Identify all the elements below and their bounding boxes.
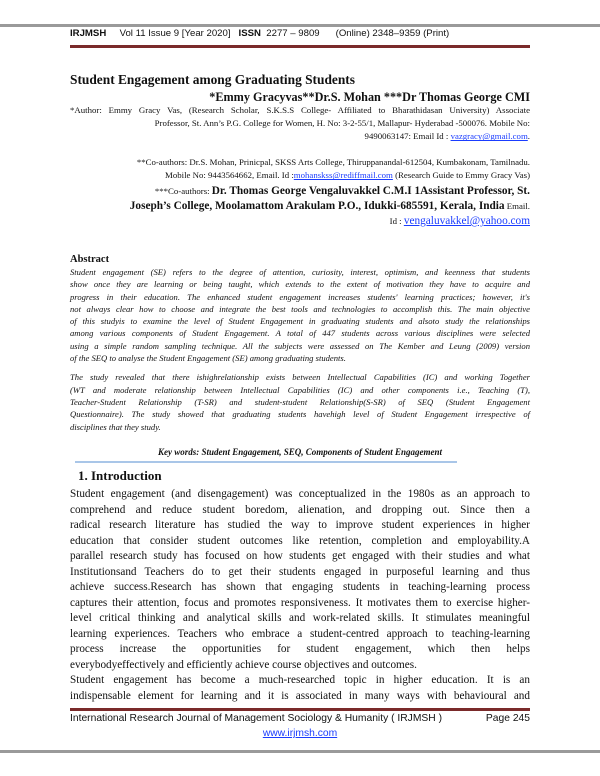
text-line: Student engagement (and disengagement) was conceptualized in the 1980s as an approach to — [70, 488, 530, 500]
authors: *Emmy Gracyvas**Dr.S. Mohan ***Dr Thomas George CMI — [209, 90, 530, 104]
issn-online: 2277 – 9809 — [266, 28, 320, 39]
affil1-phone: 9490063147: Email Id : — [364, 131, 451, 142]
affil3-prefix: ***Co-authors: — [154, 186, 212, 196]
text-line: education that consider student outcomes like retention, completion and employability.A — [70, 534, 530, 547]
footer-rule — [70, 708, 530, 711]
section-divider — [75, 461, 457, 463]
journal-website-link[interactable]: www.irjmsh.com — [262, 728, 338, 739]
abstract-heading: Abstract — [70, 254, 110, 265]
issn-label: ISSN — [238, 28, 261, 39]
text-line: process increase the opportunities for student engagement, which then helps — [70, 643, 530, 655]
punct: . — [527, 131, 530, 142]
page-top-edge — [0, 24, 600, 27]
text-line: Student engagement has become a much-researched topic in higher education. It is an — [70, 674, 530, 686]
header-rule — [70, 45, 530, 48]
text-line: of this studyis to examine the level of Student Engagement in graduating students and alsoto study the relationships — [70, 316, 530, 327]
text-line: radical research literature has studied the way to improve student experiences in higher — [70, 519, 530, 531]
affil2-phone: Mobile No: 9443564662, Email. Id : — [165, 170, 294, 181]
text-line: Institutionsand Teachers do to get their students engaged in purposeful learning and thus — [70, 565, 530, 578]
keywords: Key words: Student Engagement, SEQ, Components of Student Engagement — [157, 447, 443, 457]
text-line: using a simple random sampling technique. All the subjects were assessed on The Kember and Leung (2009) version — [70, 340, 530, 351]
paper-title: Student Engagement among Graduating Students — [70, 72, 355, 87]
text-line: indispensable element for learning and it is associated in many ways with behavioural and — [70, 689, 530, 702]
running-footer — [70, 713, 530, 724]
author-affiliation-1 — [70, 104, 530, 144]
text-line: among various components of Student Engagement. A total of 447 students across various disciplines were selected — [70, 328, 530, 339]
text-line: Teacher-Student Relationship (T-SR) and student-student Relationship(S-SR) of SEQ (Student Engagement — [70, 396, 530, 407]
affil3-institution: Joseph’s College, Moolamattom Arakulam P.O., Idukki-685591, Kerala, India — [129, 200, 505, 212]
journal-abbrev: IRJMSH — [70, 28, 107, 39]
text-line: (WT and moderate relationship between Intellectual Capabilities (IC) and other components i.e., Teaching (T), — [70, 384, 530, 395]
section-heading-introduction: 1. Introduction — [78, 468, 162, 483]
email-link-author3[interactable]: vengaluvakkel@yahoo.com — [403, 215, 530, 227]
affil1-line: Professor, St. Ann’s P.G. College for Women, H. No: 3-2-55/1, Mallapur- Hyderabad -500076. Mobile No: — [154, 118, 530, 129]
text-line: achieve success.Research has shown that engaging students in teaching-learning process — [70, 581, 530, 593]
introduction-body — [70, 487, 530, 704]
text-line: everybodyeffectively and efficiently achieve course objectives and outcomes. — [70, 658, 417, 671]
text-line: of the SEQ to analyse the Student Engagement (SE) among graduating students. — [70, 353, 346, 364]
affil1-line: *Author: Emmy Gracy Vas, (Research Scholar, S.K.S.S College- Affiliated to Bharathidasan University) Associate — [70, 105, 530, 115]
page-number: Page 245 — [485, 713, 530, 724]
text-line: comprehend and reduce student boredom, alienation, and dropping out. Since then a — [70, 503, 530, 516]
text-line: not always clear how to choose and integrate the best tools and technologies to accomplish this. The main objective — [70, 303, 530, 314]
footer-url — [70, 728, 530, 739]
running-header — [70, 28, 530, 39]
author-affiliation-3 — [70, 184, 530, 229]
page-bottom-edge — [0, 750, 600, 753]
email-link-author2[interactable]: mohanskss@rediffmail.com — [293, 170, 393, 181]
affil3-email-label: Email. — [504, 201, 530, 211]
issn-print: (Online) 2348–9359 (Print) — [335, 28, 450, 39]
affil3-id-label: Id : — [389, 216, 404, 226]
text-line: show once they are learning or being taught, which extends to the extent of motivation they have to acquire and — [70, 279, 530, 290]
text-line: learning experiences. Teachers who embrace a student-centred approach to teaching-learning — [70, 627, 530, 640]
footer-journal: International Research Journal of Management Sociology & Humanity ( IRJMSH ) — [70, 713, 443, 724]
text-line: captures their attention, focus and promotes responsiveness. It motivates them to exercise higher- — [70, 596, 530, 609]
affil3-name: Dr. Thomas George Vengaluvakkel C.M.I 1Assistant Professor, St. — [211, 185, 530, 197]
author-affiliation-2 — [70, 156, 530, 182]
abstract-text — [70, 266, 530, 433]
email-link-author1[interactable]: vazgracy@gmail.com — [450, 131, 528, 142]
text-line: progress in their education. The enhanced student engagement increases students' learning practices; however, it's — [70, 291, 530, 302]
text-line: Student engagement (SE) refers to the degree of attention, curiosity, interest, optimism, and keenness that students — [70, 267, 530, 277]
text-line: disciplines that they study. — [70, 421, 161, 432]
volume-info: Vol 11 Issue 9 [Year 2020] — [119, 28, 231, 39]
text-line: The study revealed that there ishighrelationship exists between Intellectual Capabilities (IC) and working Together — [70, 372, 530, 383]
text-line: parallel research study has focused on how students get engaged with their studies and what — [70, 550, 530, 562]
affil2-line: **Co-authors: Dr.S. Mohan, Prinicpal, SKSS Arts College, Thiruppanandal-612504, Kumbakonam, Tamilnadu. — [136, 157, 530, 167]
affil2-note: (Research Guide to Emmy Gracy Vas) — [392, 170, 530, 181]
text-line: Questionnaire). The study showed that graduating students havehigh level of Student Engagement irrespective of — [70, 409, 530, 420]
text-line: level critical thinking and analytical skills and work-related skills. It stimulates meaningful — [70, 612, 530, 624]
